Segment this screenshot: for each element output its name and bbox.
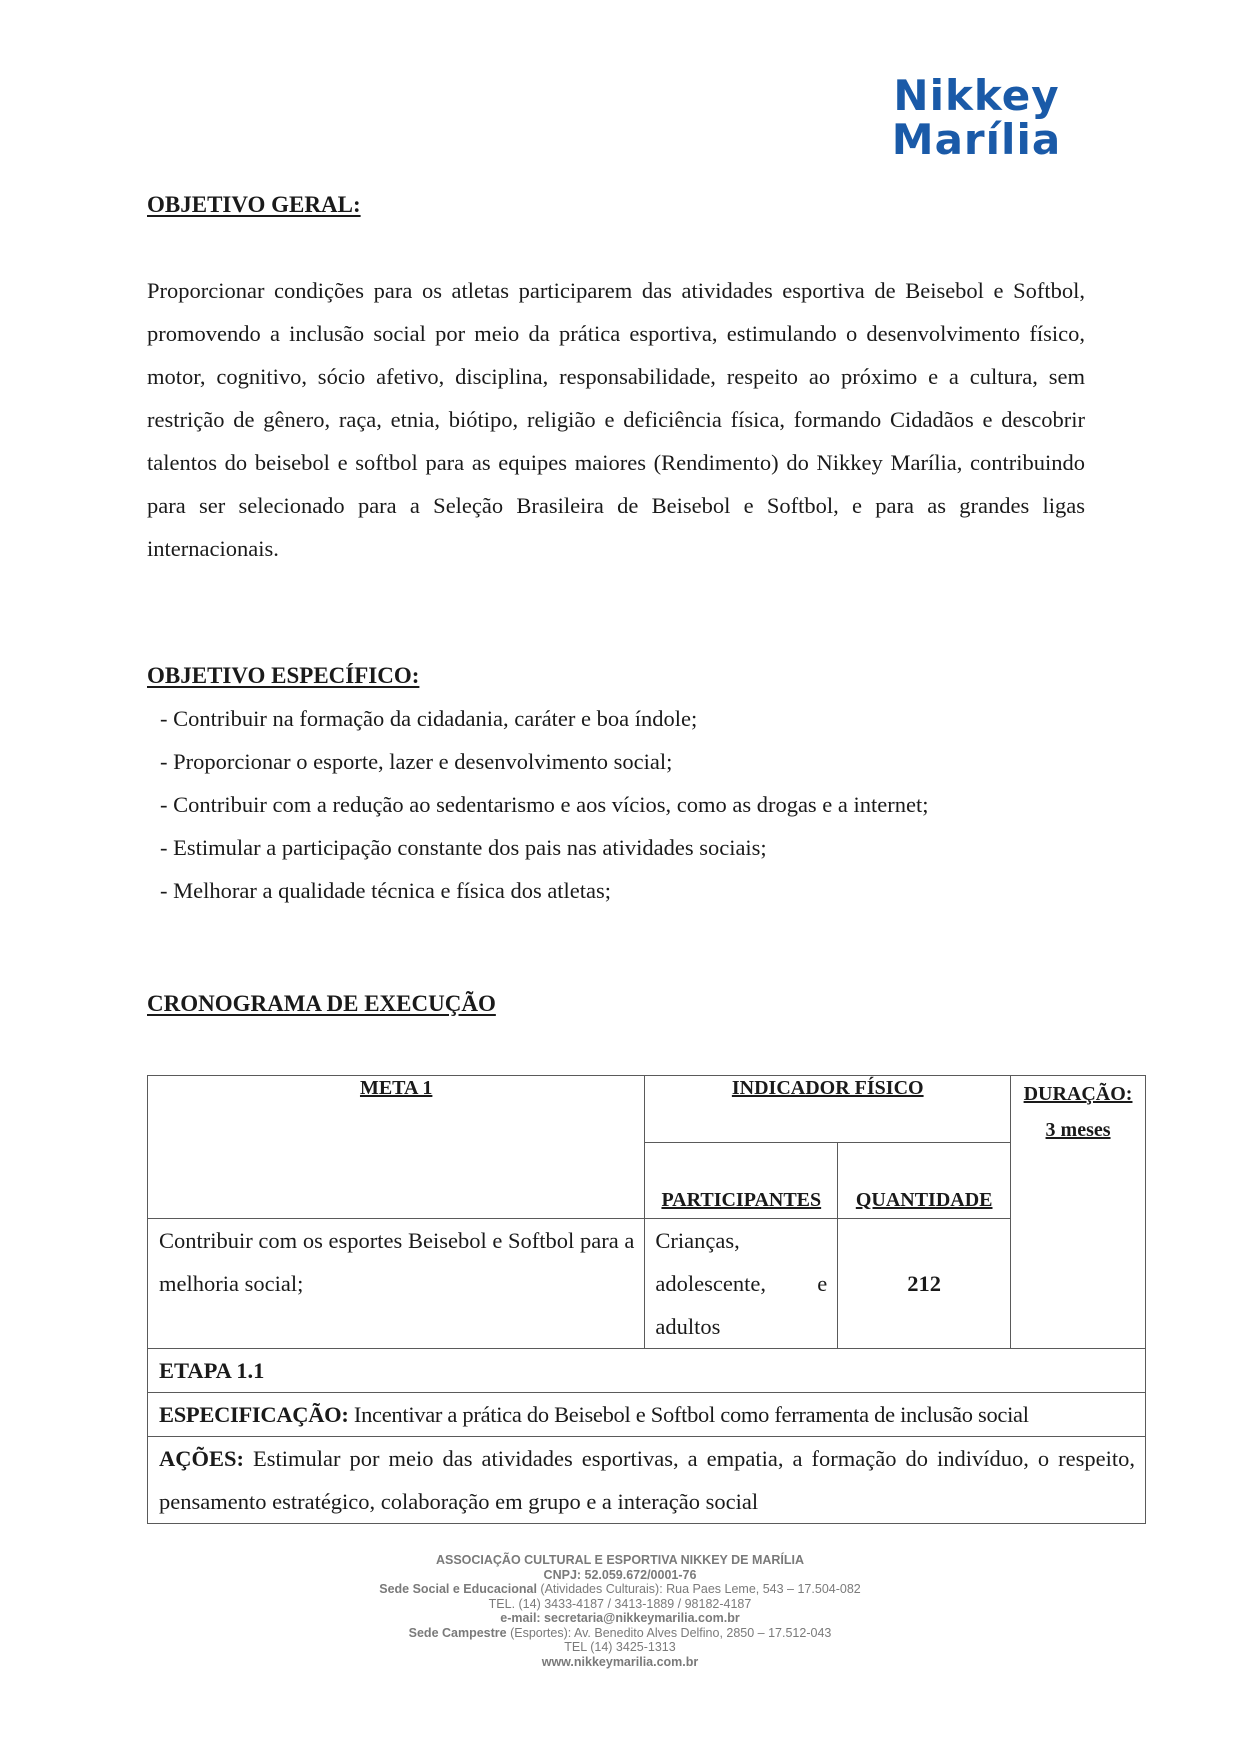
- meta-header-cell: [148, 1076, 645, 1219]
- especificacao-text: Incentivar a prática do Beisebol e Softbol como ferramenta de inclusão social: [348, 1402, 1029, 1427]
- acoes-cell: [148, 1437, 1146, 1524]
- quantidade-header-cell: [838, 1143, 1011, 1219]
- duracao-cell: [1011, 1076, 1146, 1349]
- footer-sede-campestre-label: Sede Campestre: [408, 1625, 507, 1640]
- footer-tel1: TEL. (14) 3433-4187 / 3413-1889 / 98182-4187: [488, 1596, 752, 1611]
- logo-line-1: Nikkey: [893, 71, 1060, 120]
- objetivo-especifico-heading: OBJETIVO ESPECÍFICO:: [147, 663, 420, 688]
- quantidade-value: 212: [907, 1270, 942, 1296]
- footer-sede-campestre-text: (Esportes): Av. Benedito Alves Delfino, 2850 – 17.512-043: [506, 1625, 832, 1640]
- footer-cnpj: CNPJ: 52.059.672/0001-76: [543, 1567, 697, 1582]
- participantes-cell: [645, 1219, 838, 1349]
- objetivo-geral-heading: OBJETIVO GERAL:: [147, 192, 361, 217]
- duracao-value: 3 meses: [1045, 1119, 1111, 1141]
- footer-website[interactable]: www.nikkeymarilia.com.br: [541, 1654, 699, 1669]
- footer-sede-social: [320, 1582, 920, 1597]
- footer-sede-social-label: Sede Social e Educacional: [379, 1582, 537, 1596]
- list-item: - Contribuir na formação da cidadania, caráter e boa índole;: [160, 706, 698, 731]
- participantes-header-cell: [645, 1143, 838, 1219]
- footer-sede-social-text: (Atividades Culturais): Rua Paes Leme, 543 – 17.504-082: [536, 1582, 861, 1596]
- etapa-cell: [148, 1349, 1146, 1393]
- objetivo-geral-text: Proporcionar condições para os atletas participarem das atividades esportiva de Beisebol e Softbol, promovendo a inclusão social por meio da prática esportiva, estimulando o desenvolvimento físico, motor, cognitivo, sócio afetivo, disciplina, responsabilidade, respeito ao próximo e a cultura, sem restrição de gênero, raça, etnia, biótipo, religião e deficiência física, formando Cidadãos e descobrir talentos do beisebol e softbol para as equipes maiores (Rendimento) do Nikkey Marília, contribuindo para ser selecionado para a Seleção Brasileira de Beisebol e Softbol, e para as grandes ligas internacionais.: [147, 278, 1085, 561]
- meta-text-cell: [148, 1219, 645, 1349]
- participantes-line: adolescente,: [655, 1271, 766, 1296]
- cronograma-heading: CRONOGRAMA DE EXECUÇÃO: [147, 991, 496, 1016]
- quantidade-header: QUANTIDADE: [855, 1189, 993, 1211]
- cronograma-table: [147, 1075, 1146, 1524]
- objetivo-especifico-list: [160, 697, 1090, 912]
- meta-text: Contribuir com os esportes Beisebol e Softbol para a melhoria social;: [159, 1228, 635, 1296]
- list-item: - Melhorar a qualidade técnica e física dos atletas;: [160, 878, 612, 903]
- list-item: - Proporcionar o esporte, lazer e desenvolvimento social;: [160, 749, 673, 774]
- footer-org: ASSOCIAÇÃO CULTURAL E ESPORTIVA NIKKEY DE MARÍLIA: [435, 1553, 805, 1567]
- participantes-line: Crianças,: [655, 1228, 740, 1253]
- table-row: [148, 1349, 1146, 1393]
- participantes-header: PARTICIPANTES: [661, 1189, 822, 1211]
- participantes-line: adultos: [655, 1314, 721, 1339]
- nikkey-marilia-logo: [864, 71, 1089, 164]
- table-row: [148, 1437, 1146, 1524]
- especificacao-label: ESPECIFICAÇÃO:: [159, 1402, 349, 1427]
- meta-header: META 1: [359, 1077, 433, 1099]
- list-item: - Contribuir com a redução ao sedentarismo e aos vícios, como as drogas e a internet;: [160, 792, 929, 817]
- especificacao-cell: [148, 1393, 1146, 1437]
- table-row: [148, 1393, 1146, 1437]
- indicador-header: INDICADOR FÍSICO: [731, 1077, 924, 1099]
- footer-tel2: TEL (14) 3425-1313: [564, 1640, 676, 1654]
- acoes-label: AÇÕES:: [159, 1446, 245, 1471]
- indicador-header-cell: [645, 1076, 1011, 1143]
- footer-sede-campestre: [320, 1626, 920, 1641]
- acoes-text: Estimular por meio das atividades esportivas, a empatia, a formação do indivíduo, o respeito, pensamento estratégico, colaboração em grupo e a interação social: [159, 1446, 1135, 1514]
- list-item: - Estimular a participação constante dos pais nas atividades sociais;: [160, 835, 767, 860]
- etapa-label: ETAPA 1.1: [159, 1358, 265, 1383]
- quantidade-cell: [838, 1219, 1011, 1349]
- page-footer: [320, 1553, 920, 1669]
- logo-line-2: Marília: [891, 115, 1062, 164]
- table-row: [148, 1219, 1146, 1349]
- duracao-header: DURAÇÃO:: [1023, 1083, 1133, 1105]
- footer-email: e-mail: secretaria@nikkeymarilia.com.br: [500, 1611, 740, 1625]
- participantes-line: e: [817, 1271, 828, 1296]
